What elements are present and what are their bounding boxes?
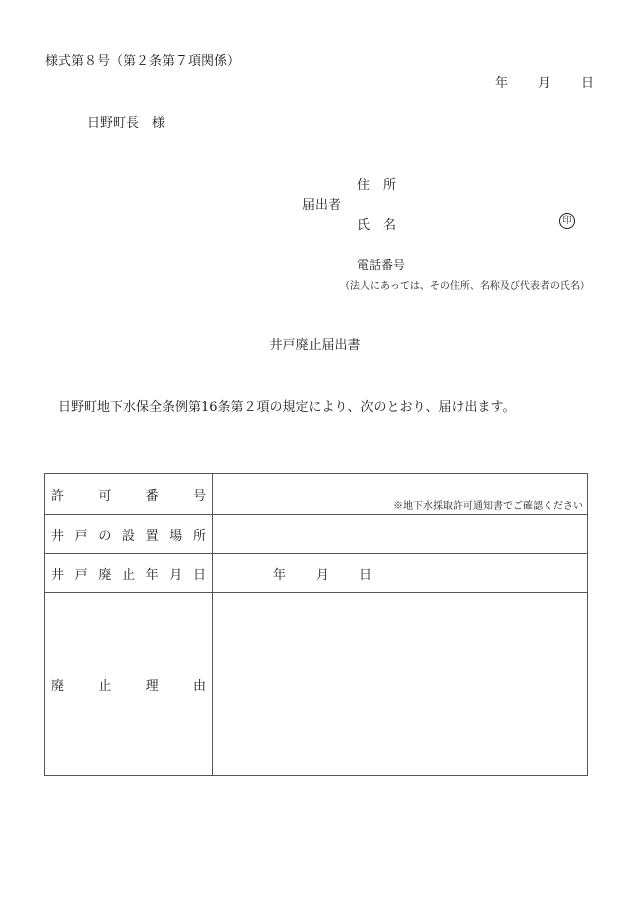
date-month: 月	[538, 76, 552, 91]
phone-label: 電話番号	[357, 258, 406, 272]
submission-date	[495, 72, 594, 91]
table-row	[45, 515, 588, 554]
permit-note: ※地下水採取許可通知書でご確認ください	[393, 501, 583, 512]
address-label: 住 所	[357, 178, 397, 193]
name-label: 氏 名	[357, 218, 397, 233]
table-row	[45, 554, 588, 593]
corporation-note: （法人にあっては、その住所、名称及び代表者の氏名）	[340, 281, 590, 292]
permit-number-field[interactable]	[213, 474, 588, 515]
table-row	[45, 474, 588, 515]
well-location-field[interactable]	[213, 515, 588, 554]
body-text: 日野町地下水保全条例第16条第２項の規定により、次のとおり、届け出ます。	[58, 400, 516, 415]
permit-number-label: 許 可 番 号	[45, 474, 213, 515]
form-number: 様式第８号（第２条第７項関係）	[45, 54, 241, 69]
date-day: 日	[581, 76, 595, 91]
table-row	[45, 593, 588, 776]
date-year: 年	[495, 76, 509, 91]
well-location-label: 井 戸 の 設 置 場 所	[45, 515, 213, 554]
info-table	[44, 473, 588, 776]
addressee: 日野町長 様	[87, 116, 166, 131]
abolition-date-field[interactable]: 年 月 日	[213, 554, 588, 593]
seal-mark: 印	[559, 213, 575, 229]
abolition-reason-label: 廃 止 理 由	[45, 593, 213, 776]
abolition-reason-field[interactable]	[213, 593, 588, 776]
document-title: 井戸廃止届出書	[269, 338, 361, 353]
notifier-label: 届出者	[302, 198, 342, 213]
abolition-date-label: 井 戸 廃 止 年 月 日	[45, 554, 213, 593]
